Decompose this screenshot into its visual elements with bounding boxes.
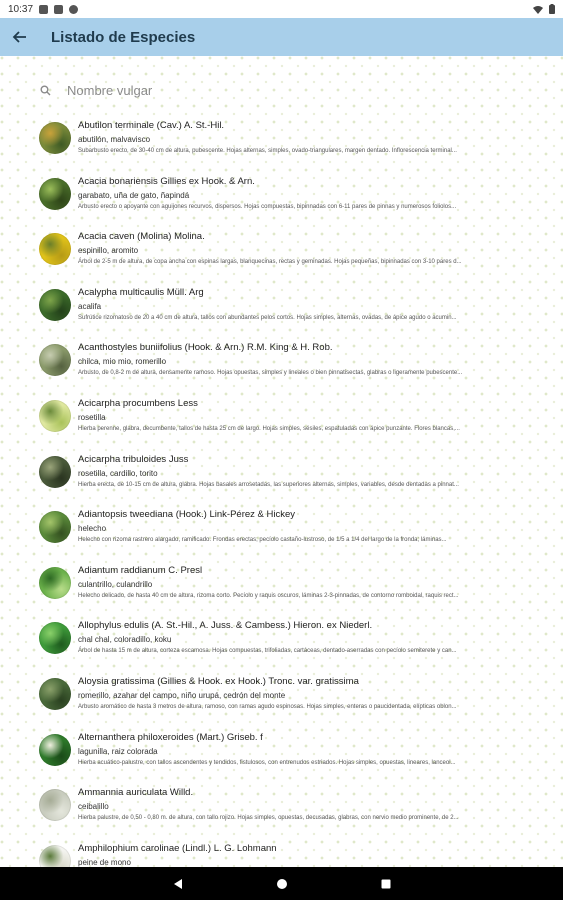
species-description: Árbol de hasta 15 m de altura, corteza escamosa. Hojas compuestas, trifoliadas, cartáceas, dentado-aserradas con pecíolo semiterete y can... bbox=[78, 648, 457, 655]
species-description: Arbusto aromático de hasta 3 metros de altura, ramoso, con ramas agudo espinosas. Hojas simples, enteras o paucidentada, elípticas oblon... bbox=[78, 703, 457, 710]
species-common-name: acalifa bbox=[78, 301, 102, 311]
species-scientific-name: Acanthostyles buniifolius (Hook. & Arn.) R.M. King & H. Rob. bbox=[78, 342, 333, 354]
species-list-item[interactable] bbox=[0, 174, 563, 230]
search-input[interactable] bbox=[65, 82, 489, 99]
species-common-name: peine de mono bbox=[78, 857, 131, 867]
species-thumbnail bbox=[39, 178, 71, 210]
species-thumbnail bbox=[39, 567, 71, 599]
species-scientific-name: Aloysia gratissima (Gillies & Hook. ex Hook.) Tronc. var. gratissima bbox=[78, 675, 359, 687]
species-common-name: chal chal, coloradillo, koku bbox=[78, 635, 172, 645]
species-list-item[interactable] bbox=[0, 340, 563, 396]
species-common-name: abutilón, malvavisco bbox=[78, 135, 151, 144]
status-left bbox=[8, 4, 78, 15]
settings-notification-icon bbox=[39, 5, 48, 14]
species-thumbnail bbox=[39, 289, 71, 321]
species-scientific-name: Ammannia auriculata Willd. bbox=[78, 787, 194, 799]
species-list-item[interactable] bbox=[0, 730, 563, 786]
back-button[interactable] bbox=[2, 18, 38, 56]
species-description: Hierba palustre, de 0,50 - 0,80 m. de altura, con tallo rojizo. Hojas simples, opuestas, decusadas, glabras, con nervio medio prominente, de 2... bbox=[78, 815, 459, 822]
species-texts bbox=[78, 732, 523, 768]
species-thumbnail bbox=[39, 678, 71, 710]
species-list-item[interactable] bbox=[0, 618, 563, 674]
species-list-item[interactable] bbox=[0, 285, 563, 341]
species-texts bbox=[78, 509, 523, 545]
species-texts bbox=[78, 176, 523, 212]
species-description: Arbusto erecto o apoyante con aguijones recurvos, dispersos. Hojas compuestas, bipinnadas con 6-11 pares de pinnas y numerosos foliolos... bbox=[78, 203, 457, 210]
species-scientific-name: Acicarpha tribuloides Juss bbox=[78, 453, 189, 465]
species-description: Árbol de 2-5 m de altura, de copa ancha con espinas largas, blanquecinas, rectas y geminadas. Hojas pequeñas, bipinnadas con 3-10 pares d... bbox=[78, 259, 462, 266]
species-texts bbox=[78, 231, 523, 267]
sd-card-icon bbox=[54, 5, 63, 14]
species-list-item[interactable] bbox=[0, 452, 563, 508]
species-common-name: culantrillo, culandrillo bbox=[78, 579, 153, 589]
species-description: Sufrútice rizomatoso de 20 a 40 cm de altura, tallos con abundantes pelos cortos. Hojas simples, alternas, ovadas, de ápice agudo o acumin... bbox=[78, 314, 457, 321]
species-list-item[interactable] bbox=[0, 118, 563, 174]
status-time: 10:37 bbox=[8, 3, 34, 15]
species-description: Helecho con rizoma rastrero alargado, ramificado. Frondas erectas; pecíolo castaño-lustroso, de 1/5 a 1/4 del largo de la fronda; láminas... bbox=[78, 537, 447, 544]
species-scientific-name: Abutilon terminale (Cav.) A. St.-Hil. bbox=[78, 120, 225, 131]
species-scientific-name: Acacia bonariensis Gillies ex Hook. & Arn. bbox=[78, 175, 255, 187]
species-thumbnail bbox=[39, 456, 71, 488]
species-thumbnail bbox=[39, 734, 71, 766]
triangle-back-icon bbox=[172, 878, 184, 890]
species-common-name: lagunilla, raiz colorada bbox=[78, 746, 158, 756]
navigation-bar bbox=[0, 867, 563, 900]
battery-icon bbox=[549, 4, 555, 14]
species-list bbox=[0, 118, 563, 896]
species-common-name: romerillo, azahar del campo, niño urupá, cedrón del monte bbox=[78, 690, 286, 700]
species-scientific-name: Adiantum raddianum C. Presl bbox=[78, 564, 203, 576]
species-common-name: rosetilla bbox=[78, 412, 106, 422]
species-texts bbox=[78, 620, 523, 656]
species-common-name: rosetilla, cardillo, torito bbox=[78, 468, 158, 478]
species-content bbox=[0, 56, 563, 867]
species-scientific-name: Adiantopsis tweediana (Hook.) Link-Pérez & Hickey bbox=[78, 509, 296, 521]
species-description: Helecho delicado, de hasta 40 cm de altura, rizoma corto. Pecíolo y raquis oscuros, láminas 2-3-pinnadas, de contorno romboidal, raquis rect... bbox=[78, 592, 459, 599]
do-not-disturb-icon bbox=[69, 5, 78, 14]
species-common-name: helecho bbox=[78, 524, 107, 534]
species-list-item[interactable] bbox=[0, 563, 563, 619]
nav-back-button[interactable] bbox=[166, 872, 190, 896]
arrow-back-icon bbox=[13, 31, 27, 43]
search-icon bbox=[40, 85, 51, 96]
species-texts bbox=[78, 398, 523, 434]
species-list-item[interactable] bbox=[0, 396, 563, 452]
species-thumbnail bbox=[39, 622, 71, 654]
species-description: Hierba erecta, de 10-15 cm de altura, glabra. Hojas basales arrosetadas, las superiores alternas, simples, variables, desde dentadas a pinnat... bbox=[78, 481, 459, 488]
species-scientific-name: Alternanthera philoxeroides (Mart.) Griseb. f bbox=[78, 731, 263, 743]
species-texts bbox=[78, 787, 523, 823]
species-list-item[interactable] bbox=[0, 229, 563, 285]
species-description: Subarbusto erecto, de 30-40 cm de altura, pubescente. Hojas alternas, simples, ovado-triangulares, margen dentado. Inflorescencia terminal... bbox=[78, 148, 457, 154]
wifi-icon bbox=[533, 5, 543, 14]
species-common-name: garabato, uña de gato, ñapindá bbox=[78, 190, 190, 200]
species-texts bbox=[78, 120, 523, 156]
species-list-item[interactable] bbox=[0, 507, 563, 563]
species-scientific-name: Amphilophium carolinae (Lindl.) L. G. Lohmann bbox=[78, 842, 277, 854]
species-texts bbox=[78, 565, 523, 601]
square-recents-icon bbox=[380, 878, 392, 890]
species-texts bbox=[78, 454, 523, 490]
species-thumbnail bbox=[39, 400, 71, 432]
species-list-item[interactable] bbox=[0, 785, 563, 841]
species-common-name: chilca, mio mio, romerillo bbox=[78, 357, 167, 367]
circle-home-icon bbox=[276, 878, 288, 890]
search-bar[interactable] bbox=[40, 78, 530, 102]
species-texts bbox=[78, 676, 523, 712]
species-texts bbox=[78, 287, 523, 323]
species-thumbnail bbox=[39, 122, 71, 154]
species-scientific-name: Acicarpha procumbens Less bbox=[78, 397, 198, 409]
species-description: Arbusto, de 0,8-2 m de altura, densamente ramoso. Hojas opuestas, simples y lineales o bien pinnatisectas, glabras o ligeramente pubescente... bbox=[78, 370, 463, 377]
status-bar bbox=[0, 0, 563, 18]
app-bar bbox=[0, 18, 563, 56]
species-description: Hierba acuático-palustre, con tallos ascendentes y tendidos, fistulosos, con entrenudos estriados. Hojas simples, opuestas, lineares, lanceol... bbox=[78, 759, 456, 766]
species-scientific-name: Allophylus edulis (A. St.-Hil., A. Juss. & Cambess.) Hieron. ex Niederl. bbox=[78, 620, 373, 632]
species-texts bbox=[78, 342, 523, 378]
species-common-name: espinillo, aromito bbox=[78, 246, 139, 256]
species-scientific-name: Acalypha multicaulis Müll. Arg bbox=[78, 286, 204, 298]
species-scientific-name: Acacia caven (Molina) Molina. bbox=[78, 231, 205, 243]
species-thumbnail bbox=[39, 233, 71, 265]
species-common-name: ceibalillo bbox=[78, 802, 109, 812]
species-list-item[interactable] bbox=[0, 674, 563, 730]
nav-recents-button[interactable] bbox=[374, 872, 398, 896]
status-right bbox=[533, 4, 555, 14]
species-thumbnail bbox=[39, 511, 71, 543]
page-title: Listado de Especies bbox=[51, 28, 196, 46]
species-thumbnail bbox=[39, 789, 71, 821]
nav-home-button[interactable] bbox=[270, 872, 294, 896]
species-description: Hierba perenne, glabra, decumbente, tallos de hasta 25 cm de largo. Hojas simples, sésiles, espatuladas con ápice punzante. Flores blancas,... bbox=[78, 425, 460, 432]
species-thumbnail bbox=[39, 344, 71, 376]
